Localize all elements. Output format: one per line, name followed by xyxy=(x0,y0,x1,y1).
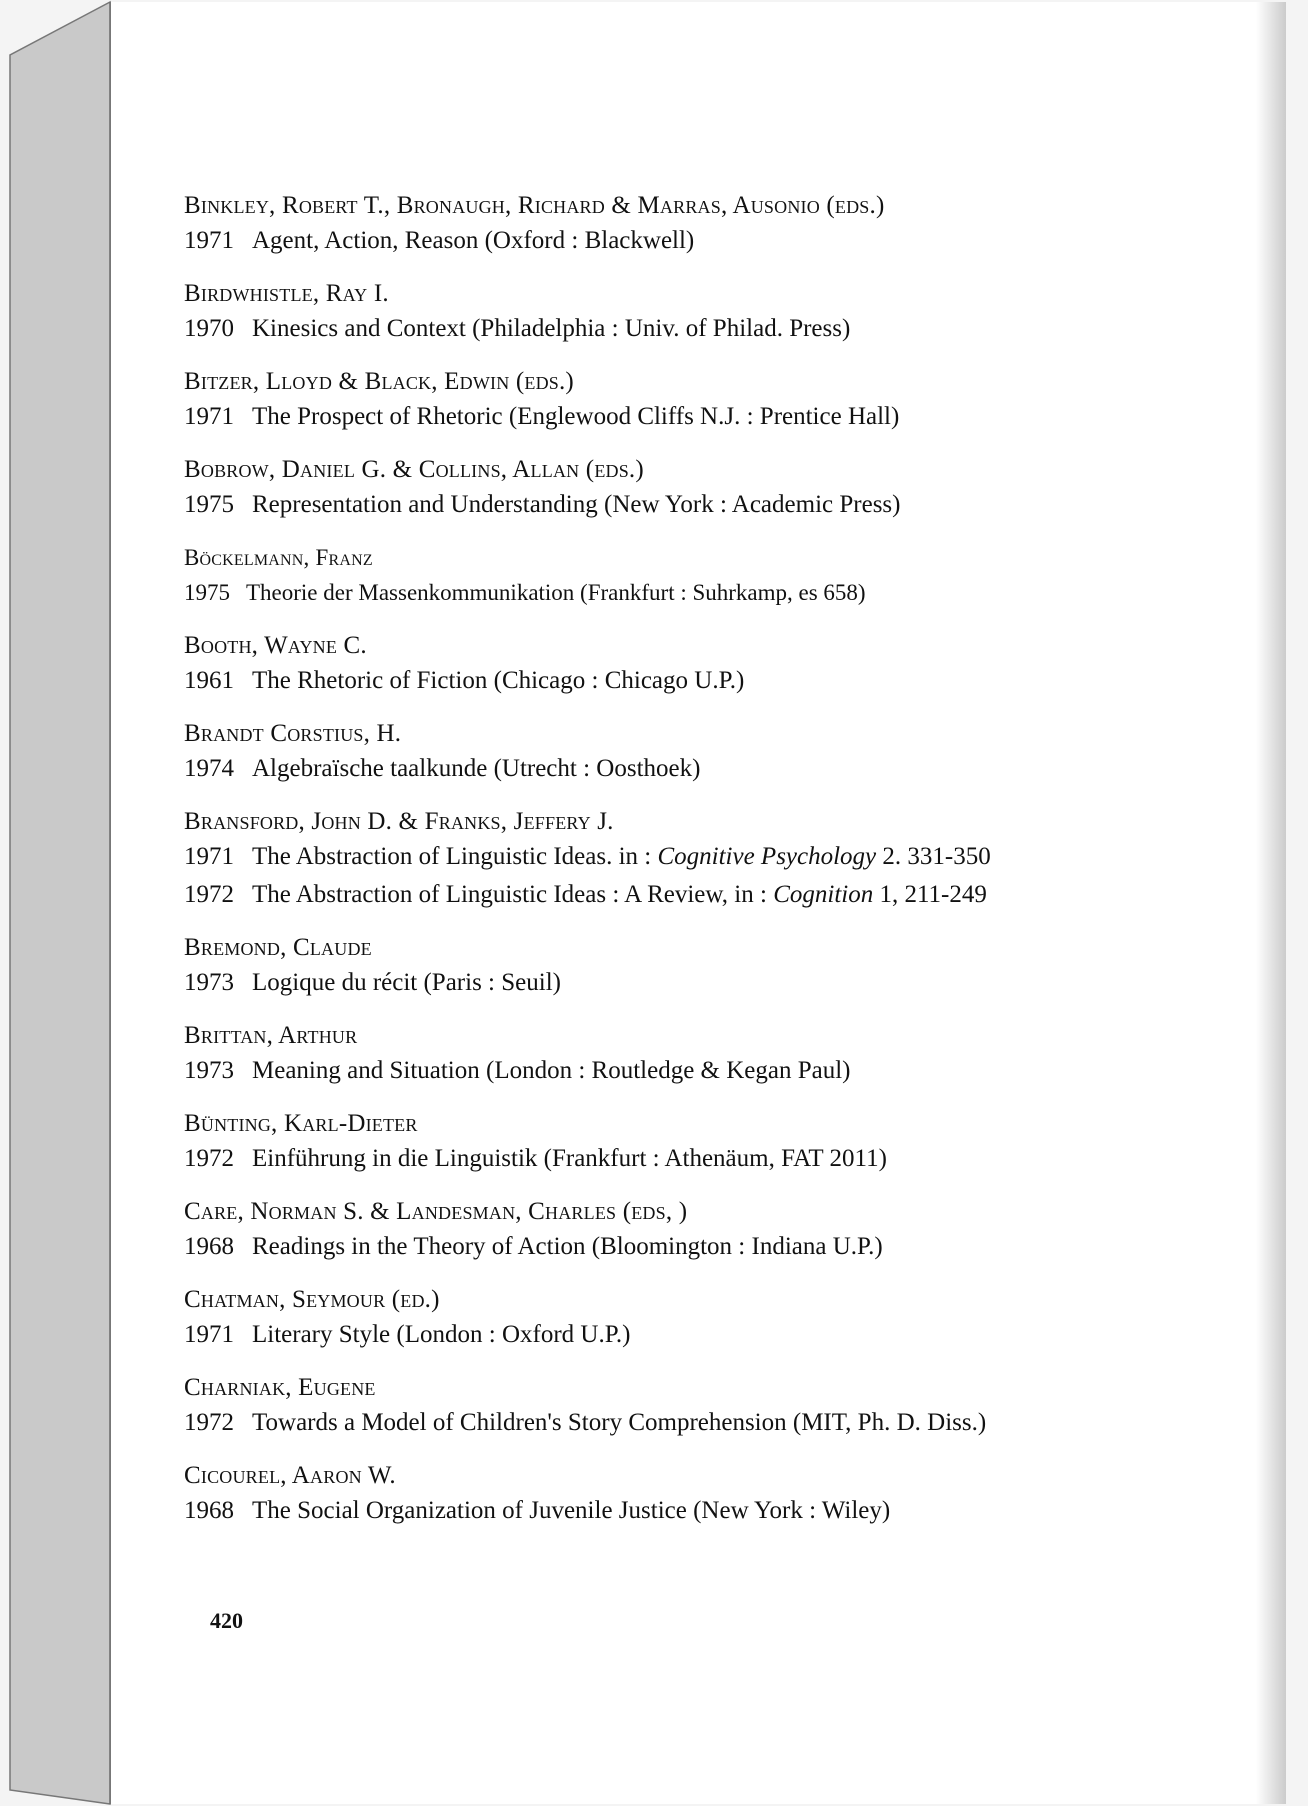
work-pages: 1, 211-249 xyxy=(873,881,987,908)
entry-work xyxy=(184,486,1144,524)
work-year: 1973 xyxy=(184,1057,234,1084)
entry-author: Bobrow, Daniel G. & Collins, Allan (eds.) xyxy=(184,456,644,483)
entry-work xyxy=(184,310,1144,348)
entry-work xyxy=(184,574,1144,612)
work-title: The Abstraction of Linguistic Ideas. in : xyxy=(252,843,658,870)
work-title: Logique du récit (Paris : Seuil) xyxy=(252,969,561,996)
entry-author: Bransford, John D. & Franks, Jeffery J. xyxy=(184,808,614,835)
work-title: Einführung in die Linguistik (Frankfurt : Athenäum, FAT 2011) xyxy=(252,1145,887,1172)
bibliography-entry xyxy=(184,1196,1144,1266)
entry-work xyxy=(184,1492,1144,1530)
entry-work xyxy=(184,964,1144,1002)
entry-work xyxy=(184,222,1144,260)
bibliography-entry xyxy=(184,806,1144,914)
entry-author: Charniak, Eugene xyxy=(184,1374,376,1401)
bibliography-entry xyxy=(184,366,1144,436)
work-title: Representation and Understanding (New York : Academic Press) xyxy=(252,491,901,518)
entry-work xyxy=(184,662,1144,700)
entry-work xyxy=(184,750,1144,788)
work-title: The Social Organization of Juvenile Justice (New York : Wiley) xyxy=(252,1497,891,1524)
entry-author: Brittan, Arthur xyxy=(184,1022,358,1049)
work-title: Agent, Action, Reason (Oxford : Blackwell) xyxy=(252,227,695,254)
work-year: 1972 xyxy=(184,1145,234,1172)
work-title: Readings in the Theory of Action (Bloomington : Indiana U.P.) xyxy=(252,1233,883,1260)
entry-work xyxy=(184,1404,1144,1442)
work-title: Literary Style (London : Oxford U.P.) xyxy=(252,1321,631,1348)
work-year: 1972 xyxy=(184,1409,234,1436)
bibliography-entry xyxy=(184,932,1144,1002)
work-year: 1971 xyxy=(184,403,234,430)
entry-author: Cicourel, Aaron W. xyxy=(184,1462,396,1489)
work-year: 1973 xyxy=(184,969,234,996)
work-year: 1971 xyxy=(184,1321,234,1348)
entry-work xyxy=(184,1228,1144,1266)
entry-author: Bitzer, Lloyd & Black, Edwin (eds.) xyxy=(184,368,574,395)
bibliography-entry xyxy=(184,1372,1144,1442)
entry-author: Bremond, Claude xyxy=(184,934,372,961)
entry-author: Chatman, Seymour (ed.) xyxy=(184,1286,440,1313)
bibliography-entry xyxy=(184,542,1144,612)
work-year: 1971 xyxy=(184,227,234,254)
bibliography-entry xyxy=(184,1020,1144,1090)
bibliography-list xyxy=(184,190,1144,1548)
entry-author: Birdwhistle, Ray I. xyxy=(184,280,389,307)
work-title: Algebraïsche taalkunde (Utrecht : Oosthoek) xyxy=(252,755,701,782)
bibliography-entry xyxy=(184,190,1144,260)
work-title: The Abstraction of Linguistic Ideas : A Review, in : xyxy=(252,881,774,908)
entry-author: Böckelmann, Franz xyxy=(184,545,373,570)
entry-author: Brandt Corstius, H. xyxy=(184,720,402,747)
entry-work xyxy=(184,1052,1144,1090)
work-journal: Cognition xyxy=(773,881,874,908)
work-journal: Cognitive Psychology xyxy=(657,843,877,870)
work-year: 1961 xyxy=(184,667,234,694)
bibliography-entry xyxy=(184,630,1144,700)
work-pages: 2. 331-350 xyxy=(876,843,991,870)
entry-work xyxy=(184,398,1144,436)
page-number: 420 xyxy=(210,1608,243,1633)
bibliography-entry xyxy=(184,1108,1144,1178)
entry-work xyxy=(184,876,1144,914)
entry-author: Binkley, Robert T., Bronaugh, Richard & Marras, Ausonio (eds.) xyxy=(184,192,885,219)
bibliography-entry xyxy=(184,278,1144,348)
work-title: The Rhetoric of Fiction (Chicago : Chicago U.P.) xyxy=(252,667,745,694)
page-edge-shadow xyxy=(1256,2,1286,1804)
entry-work xyxy=(184,1140,1144,1178)
work-year: 1974 xyxy=(184,755,234,782)
work-year: 1975 xyxy=(184,580,230,605)
work-title: Theorie der Massenkommunikation (Frankfurt : Suhrkamp, es 658) xyxy=(246,580,866,605)
work-year: 1972 xyxy=(184,881,234,908)
entry-work xyxy=(184,1316,1144,1354)
work-year: 1968 xyxy=(184,1497,234,1524)
work-year: 1971 xyxy=(184,843,234,870)
work-year: 1975 xyxy=(184,491,234,518)
work-year: 1968 xyxy=(184,1233,234,1260)
work-title: Kinesics and Context (Philadelphia : Univ. of Philad. Press) xyxy=(252,315,851,342)
entry-author: Bünting, Karl-Dieter xyxy=(184,1110,418,1137)
work-title: Towards a Model of Children's Story Comprehension (MIT, Ph. D. Diss.) xyxy=(252,1409,987,1436)
bibliography-entry xyxy=(184,454,1144,524)
work-title: Meaning and Situation (London : Routledge & Kegan Paul) xyxy=(252,1057,851,1084)
entry-author: Care, Norman S. & Landesman, Charles (eds, ) xyxy=(184,1198,688,1225)
entry-author: Booth, Wayne C. xyxy=(184,632,367,659)
entry-work xyxy=(184,838,1144,876)
work-title: The Prospect of Rhetoric (Englewood Cliffs N.J. : Prentice Hall) xyxy=(252,403,900,430)
bibliography-entry xyxy=(184,1460,1144,1530)
bibliography-entry xyxy=(184,718,1144,788)
bibliography-entry xyxy=(184,1284,1144,1354)
work-year: 1970 xyxy=(184,315,234,342)
